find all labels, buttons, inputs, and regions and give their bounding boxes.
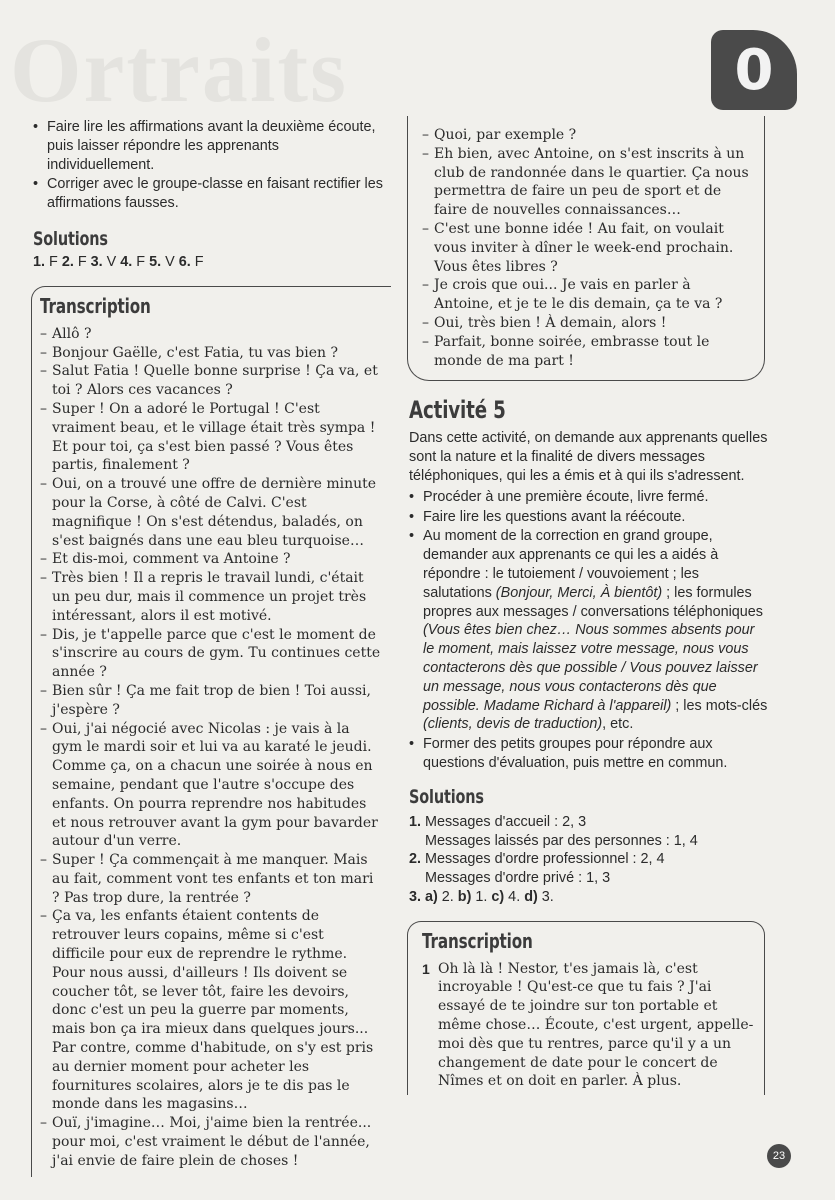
- solution-item: [409, 813, 769, 851]
- solutions-heading: Solutions: [33, 227, 108, 250]
- dialogue-line: – Dis, je t'appelle parce que c'est le moment de s'inscrire au cours de gym. Tu continues cette année ?: [40, 626, 381, 682]
- solution-value: V: [161, 253, 179, 270]
- dialogue-line: – Allô ?: [40, 325, 381, 344]
- solution-text: Messages d'ordre privé : 1, 3: [425, 870, 611, 887]
- solution-number: 2.: [409, 851, 422, 868]
- italic-example: (Bonjour, Merci, À bientôt): [495, 584, 663, 601]
- transcription-box-continued: [407, 116, 765, 381]
- text-segment: , etc.: [602, 716, 634, 733]
- solution-letter: b): [457, 888, 472, 905]
- solution-number: 2.: [61, 253, 74, 270]
- solutions-line: [33, 253, 385, 272]
- list-item: • Former des petits groupes pour répondre aux questions d'évaluation, puis mettre en commun.: [409, 735, 769, 773]
- solutions-heading: Solutions: [409, 785, 484, 808]
- dialogue-line: – Je crois que oui... Je vais en parler à Antoine, et je te le dis demain, ça te va ?: [422, 276, 754, 314]
- text-segment: ; les mots-clés: [671, 697, 768, 714]
- solution-number: 3.: [90, 253, 103, 270]
- dialogue-list: [422, 126, 754, 370]
- solution-letter: a): [425, 888, 438, 905]
- italic-example: (clients, devis de traduction): [423, 716, 603, 733]
- solution-value: 2.: [437, 888, 458, 905]
- dialogue-line: – Bien sûr ! Ça me fait trop de bien ! Toi aussi, j'espère ?: [40, 682, 381, 720]
- transcription-box: [407, 921, 765, 1096]
- solution-number: 1.: [33, 253, 46, 270]
- activity-steps-list: [409, 488, 769, 773]
- transcription-heading: Transcription: [40, 293, 151, 318]
- solution-text: Messages d'ordre professionnel : 2, 4: [425, 851, 665, 868]
- list-item: [409, 527, 769, 734]
- activity-intro: Dans cette activité, on demande aux apprenants quelles sont la nature et la finalité de divers messages téléphoniques, qui les a émis et à qui ils s'adressent.: [409, 430, 768, 484]
- solution-letter: d): [524, 888, 538, 905]
- text-segment: ; les formules propres aux messages / conversations téléphoniques: [423, 584, 763, 620]
- solution-number: 3.: [409, 888, 422, 905]
- dialogue-line: – Super ! Ça commençait à me manquer. Mais au fait, comment vont tes enfants et ton mari ? Pas trop dure, la rentrée ?: [40, 851, 381, 907]
- dialogue-line: – Ouï, j'imagine… Moi, j'aime bien la rentrée... pour moi, c'est vraiment le début de l'année, j'ai envie de faire plein de choses !: [40, 1114, 381, 1170]
- dialogue-line: – C'est une bonne idée ! Au fait, on voulait vous inviter à dîner le week-end prochain. Vous êtes libres ?: [422, 220, 754, 276]
- solution-number: 4.: [120, 253, 133, 270]
- dialogue-line: – Bonjour Gaëlle, c'est Fatia, tu vas bien ?: [40, 344, 381, 363]
- dialogue-line: – Oui, très bien ! À demain, alors !: [422, 314, 754, 333]
- dialogue-line: – Salut Fatia ! Quelle bonne surprise ! Ça va, et toi ? Alors ces vacances ?: [40, 362, 381, 400]
- solution-value: F: [73, 253, 91, 270]
- solution-value: 4.: [504, 888, 525, 905]
- solution-value: F: [45, 253, 62, 270]
- solution-number: 6.: [178, 253, 191, 270]
- dialogue-line: – Super ! On a adoré le Portugal ! C'est vraiment beau, et le village était très sympa ! Et pour toi, ça s'est bien passé ? Vous êtes partis, finalement ?: [40, 400, 381, 475]
- transcript-message: [422, 960, 754, 1092]
- solution-text: Messages laissés par des personnes : 1, 4: [425, 832, 698, 849]
- dialogue-line: – Quoi, par exemple ?: [422, 126, 754, 145]
- solution-text: Messages d'accueil : 2, 3: [425, 813, 587, 830]
- solution-value: F: [190, 253, 204, 270]
- solutions-list: [409, 813, 769, 907]
- message-number: 1: [422, 960, 430, 977]
- solution-value: F: [132, 253, 150, 270]
- dialogue-list: [40, 325, 381, 1171]
- activity-heading: Activité 5: [409, 396, 506, 425]
- text-segment: Au moment de la correction en grand groupe, demander aux apprenants ce qui les a aidés à répondre : le tutoiement / vouvoiement ; les salutations: [423, 528, 719, 601]
- solution-value: 1.: [471, 888, 492, 905]
- left-column: [33, 118, 385, 1177]
- italic-example: (Vous êtes bien chez… Nous sommes absents pour le moment, mais laissez votre message, nous vous contacterons dès que possible / Vous pouvez laisser un message, nous vous contacterons dès que possible. Madame Richard à l'appareil): [423, 622, 758, 714]
- list-item: • Faire lire les affirmations avant la deuxième écoute, puis laisser répondre les apprenants individuellement.: [33, 118, 385, 174]
- background-ghost-title: Ortraits: [10, 19, 348, 121]
- instructions-list: [33, 118, 385, 213]
- dialogue-line: – Oui, j'ai négocié avec Nicolas : je vais à la gym le mardi soir et lui va au karaté le jeudi. Comme ça, on a chacun une soirée à nous en semaine, pendant que l'autre s'occupe des enfants. On pourra reprendre nos habitudes et nous retrouver avant la gym pour bavarder autour d'un verre.: [40, 720, 381, 852]
- section-badge: 0: [711, 30, 797, 110]
- dialogue-line: – Oui, on a trouvé une offre de dernière minute pour la Corse, à côté de Calvi. C'est magnifique ! On s'est détendus, baladés, on s'est baignés dans une eau bleu turquoise…: [40, 475, 381, 550]
- solution-value: V: [102, 253, 121, 270]
- right-column: [409, 118, 769, 1095]
- transcription-heading: Transcription: [422, 928, 533, 953]
- solution-letter: c): [491, 888, 505, 905]
- solution-number: 5.: [149, 253, 162, 270]
- dialogue-line: – Très bien ! Il a repris le travail lundi, c'était un peu dur, mais il commence un projet très intéressant, alors il est motivé.: [40, 569, 381, 625]
- solution-value: 3.: [537, 888, 554, 905]
- transcription-box: [31, 286, 391, 1177]
- list-item: • Procéder à une première écoute, livre fermé.: [409, 488, 769, 507]
- solution-item: [409, 888, 769, 907]
- dialogue-line: – Parfait, bonne soirée, embrasse tout le monde de ma part !: [422, 333, 754, 371]
- message-text: Oh là là ! Nestor, t'es jamais là, c'est incroyable ! Qu'est-ce que tu fais ? J'ai essayé de te joindre sur ton portable et même chose… Écoute, c'est urgent, appelle-moi dès que tu rentres, parce qu'il y a un changement de date pour le concert de Nîmes et on doit en parler. À plus.: [438, 960, 754, 1090]
- solution-number: 1.: [409, 813, 422, 830]
- list-item: • Faire lire les questions avant la réécoute.: [409, 508, 769, 527]
- solution-item: [409, 850, 769, 888]
- list-item: • Corriger avec le groupe-classe en faisant rectifier les affirmations fausses.: [33, 175, 385, 213]
- dialogue-line: – Et dis-moi, comment va Antoine ?: [40, 550, 381, 569]
- dialogue-line: – Eh bien, avec Antoine, on s'est inscrits à un club de randonnée dans le quartier. Ça nous permettra de faire un peu de sport et de faire de nouvelles connaissances…: [422, 145, 754, 220]
- page-number: 23: [767, 1144, 791, 1168]
- dialogue-line: – Ça va, les enfants étaient contents de retrouver leurs copains, même si c'est difficile pour eux de reprendre le rythme. Pour nous aussi, d'ailleurs ! Ils doivent se coucher tôt, se lever tôt, faire les devoirs, donc c'est un peu la guerre par moments, mais bon ça ira mieux dans quelques jours... Par contre, comme d'habitude, on s'y est pris au dernier moment pour acheter les fournitures scolaires, alors je te dis pas le monde dans les magasins…: [40, 907, 381, 1114]
